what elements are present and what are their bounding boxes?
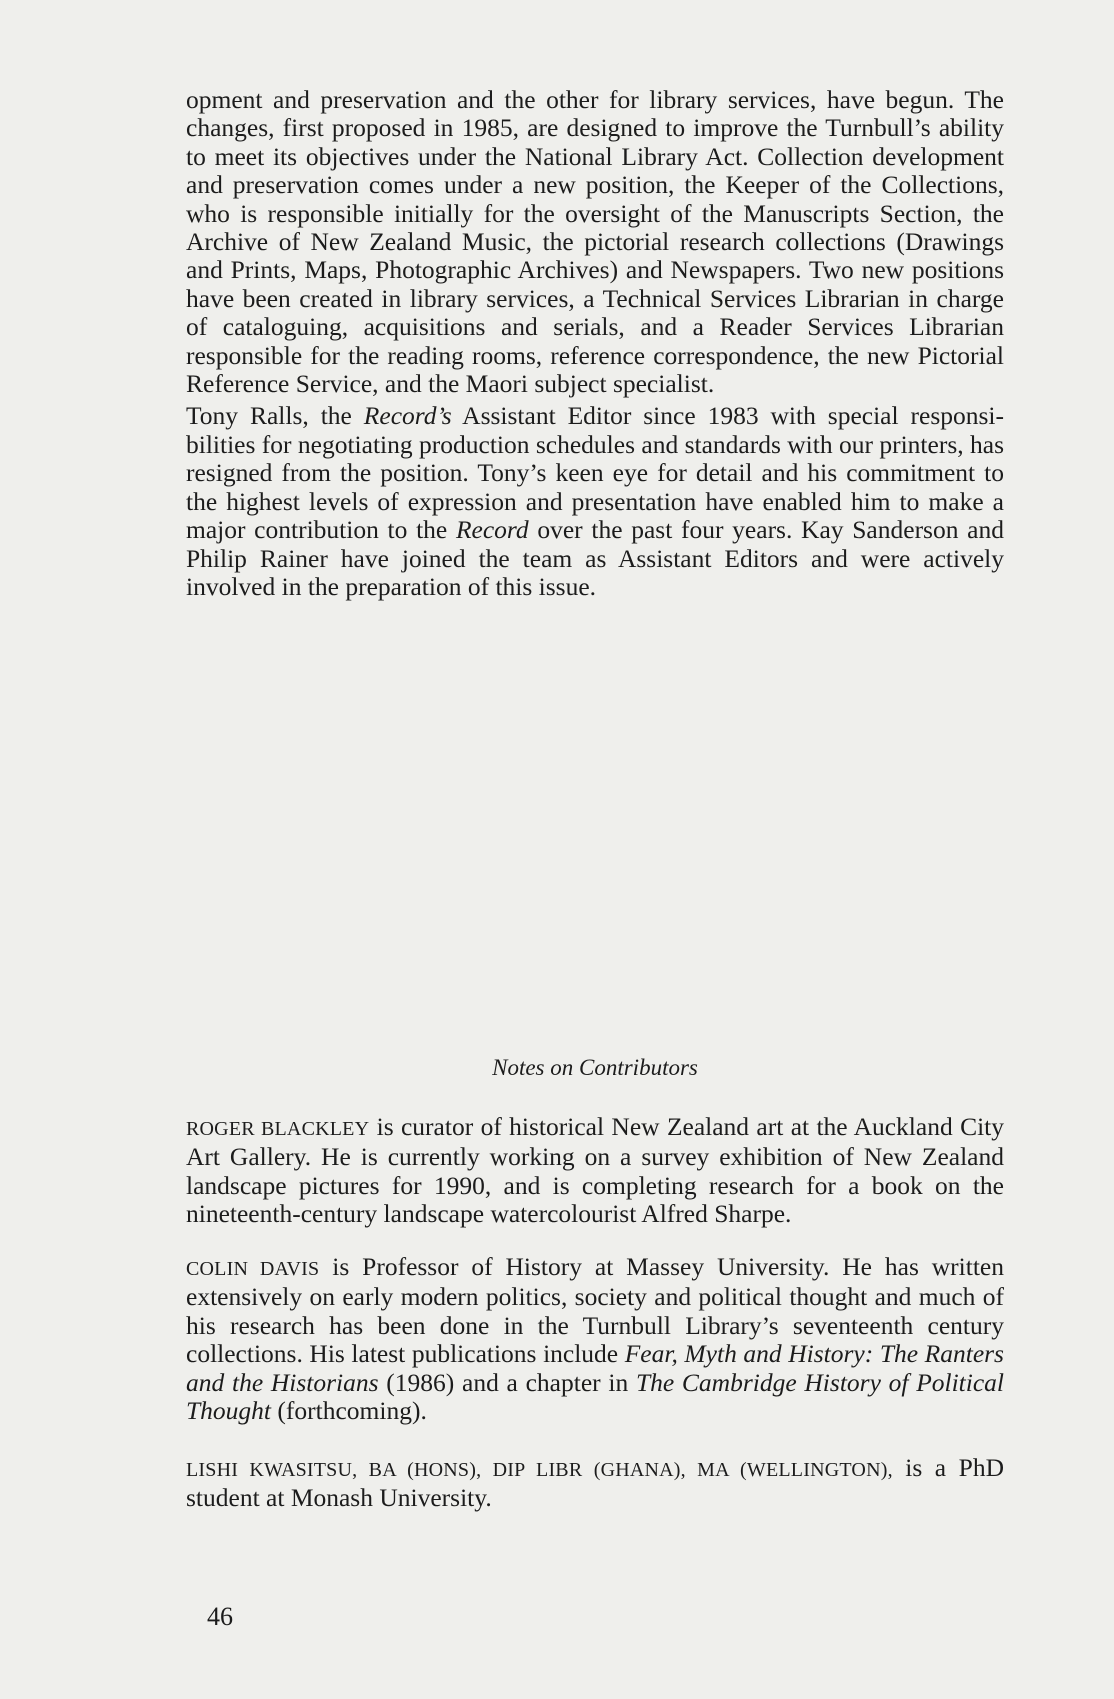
body-paragraph-1: opment and preservation and the other for library services, have begun. The changes, first proposed in 1985, are designed to improve the Turnbull’s ability to meet its objectives under the National Library Act. Collection development and preservation comes under a new position, the Keeper of the Collections, who is responsible initially for the oversight of the Manuscripts Section, the Archive of New Zealand Music, the pictorial research collections (Drawings and Prints, Maps, Photographic Archives) and Newspapers. Two new positions have been created in library services, a Technical Services Librarian in charge of cataloguing, acquisitions and serials, and a Reader Services Librarian responsible for the reading rooms, reference correspondence, the new Pictorial Reference Service, and the Maori subject specialist. xyxy=(186,85,1004,399)
contributor-bio: is curator of historical New Zealand art at the Auckland City Art Gallery. He is currently working on a survey exhibition of New Zealand landscape pictures for 1990, and is completing research for a book on the nineteenth-century landscape watercolourist Alfred Sharpe. xyxy=(186,1112,1005,1229)
contributor-bio-b: (1986) and a chapter in xyxy=(378,1367,636,1397)
page-number: 46 xyxy=(207,1602,233,1631)
contributor-bio-a: is Professor of History at Massey University. He has written extensively on early modern politics, society and political thought and much of his research has been done in the Turnbull Library’s seventeenth century collections. His latest publications include xyxy=(186,1252,1004,1369)
contributor-name: COLIN DAVIS xyxy=(186,1258,320,1280)
para2-italic-record: Record xyxy=(455,515,529,545)
notes-on-contributors-heading: Notes on Contributors xyxy=(492,1055,698,1080)
contributor-bio-c: (forthcoming). xyxy=(271,1396,427,1426)
contributor-entry-kwasitsu xyxy=(186,1454,1004,1513)
book-title-fear-myth-history: Fear, Myth and History: The Ranters and the Historians xyxy=(186,1339,1004,1397)
document-page xyxy=(186,85,1005,1513)
para2-italic-record-possessive: Record’s xyxy=(363,401,452,431)
contributor-bio: is a PhD student at Monash University. xyxy=(186,1453,1004,1513)
para2-text-b: Assistant Editor since 1983 with special responsibilities for negotiating production schedules and standards with our printers, has resigned from the position. Tony’s keen eye for detail and his commitment to the highest levels of expression and presentation have enabled him to make a major contribution to the xyxy=(186,401,1005,545)
body-paragraph-2 xyxy=(186,402,1004,601)
para2-text-a: Tony Ralls, the xyxy=(186,401,364,431)
contributor-entry-blackley xyxy=(186,1113,1004,1229)
para2-text-c: over the past four years. Kay Sanderson and Philip Rainer have joined the team as Assistant Editors and were actively involved in the preparation of this issue. xyxy=(186,515,1004,601)
contributor-name: LISHI KWASITSU, BA (HONS), DIP LIBR (GHANA), MA (WELLINGTON), xyxy=(186,1459,893,1481)
contributor-entry-davis xyxy=(186,1253,1004,1425)
contributor-name: ROGER BLACKLEY xyxy=(186,1118,370,1140)
book-title-cambridge-history: The Cambridge History of Political Thought xyxy=(186,1367,1005,1426)
